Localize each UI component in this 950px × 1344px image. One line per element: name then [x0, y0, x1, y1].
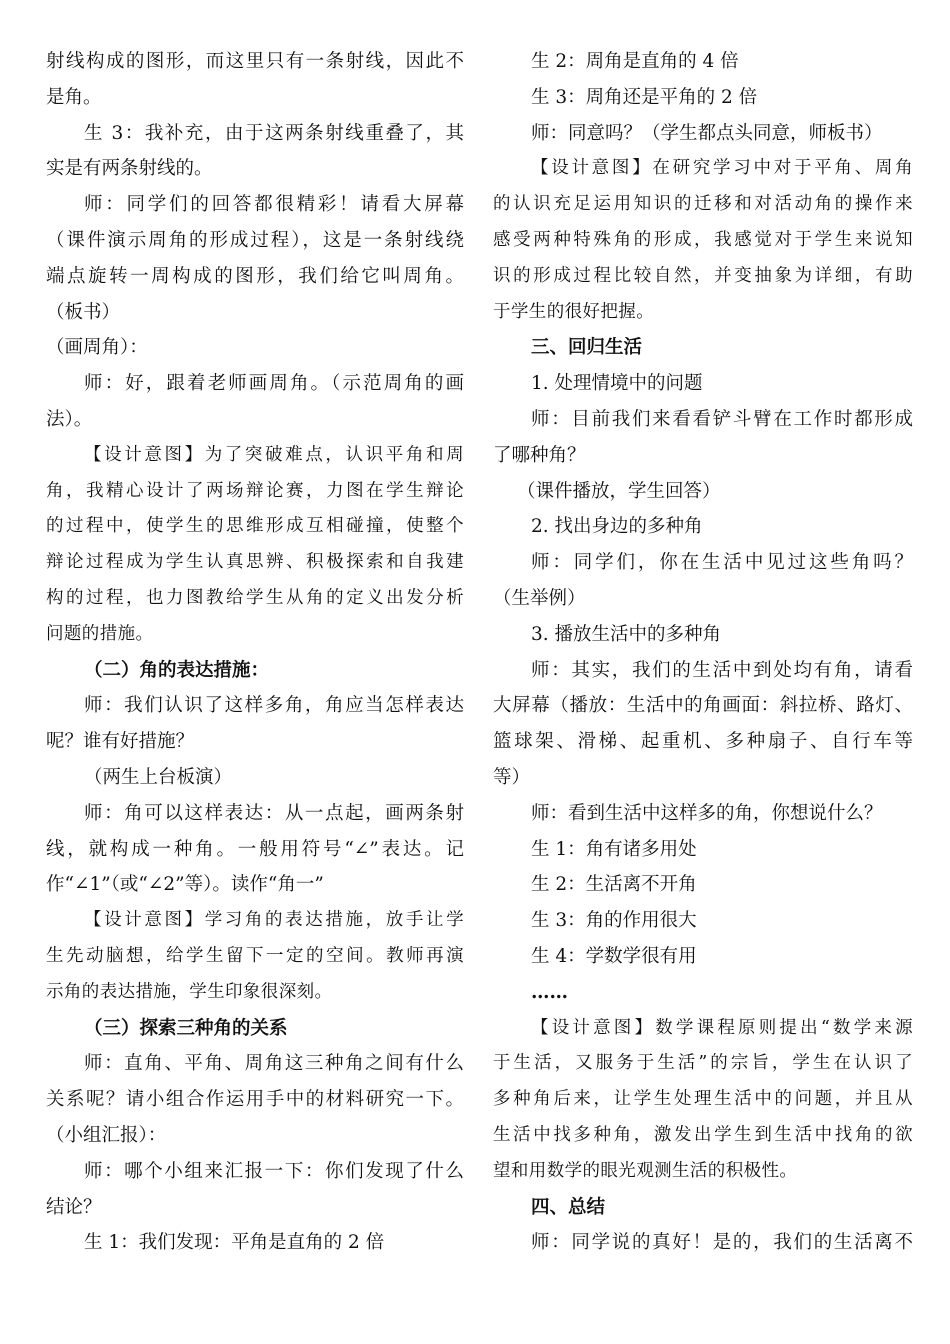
text-line: 等） — [493, 766, 531, 788]
text-line: 2. 找出身边的多种角 — [531, 516, 703, 538]
text-line: （两生上台板演） — [84, 766, 233, 788]
text-line: 望和用数学的眼光观测生活的积极性。 — [493, 1160, 798, 1181]
text-line: 生 2：生活离不开角 — [531, 874, 697, 896]
text-line: 关系呢？请小组合作运用手中的材料研究一下。 — [46, 1089, 464, 1111]
text-line: 3. 播放生活中的多种角 — [531, 623, 722, 645]
text-line: （小组汇报）： — [46, 1124, 167, 1146]
text-line: 角，我精心设计了两场辩论赛，力图在学生辩论 — [46, 480, 464, 501]
left-column — [46, 44, 464, 1261]
text-line: 师：同学说的真好！是的，我们的生活离不 — [531, 1232, 913, 1254]
text-line: 生先动脑想，给学生留下一定的空间。教师再演 — [46, 945, 464, 966]
text-line: 端点旋转一周构成的图形，我们给它叫周角。 — [46, 265, 464, 287]
text-line: 问题的措施。 — [46, 623, 154, 644]
text-line: 【设计意图】为了突破难点，认识平角和周 — [84, 444, 464, 465]
text-line: 呢？谁有好措施？ — [46, 731, 195, 753]
text-line: 实是有两条射线的。 — [46, 158, 213, 180]
text-line: 是角。 — [46, 86, 102, 108]
text-line: 生 4：学数学很有用 — [531, 945, 697, 967]
text-line: 构的过程，也力图教给学生从角的定义出发分析 — [46, 587, 464, 608]
text-line: 师：同学们，你在生活中见过这些角吗？ — [531, 552, 913, 574]
text-line: 师：我们认识了这样多角，角应当怎样表达 — [84, 695, 464, 717]
text-line: 师：同意吗？（学生都点头同意，师板书） — [531, 122, 883, 144]
text-line: 【设计意图】学习角的表达措施，放手让学 — [84, 910, 464, 931]
text-line: 识的形成过程比较自然，并变抽象为详细，有助 — [493, 265, 913, 286]
text-line: 四、总结 — [531, 1196, 606, 1218]
text-line: 法）。 — [46, 408, 93, 430]
text-line: 【设计意图】数学课程原则提出“数学来源 — [531, 1017, 913, 1038]
text-line: 于学生的很好把握。 — [493, 301, 655, 322]
text-line: 多种角后来，让学生处理生活中的问题，并且从 — [493, 1089, 913, 1110]
right-column — [493, 44, 913, 1261]
text-line: 师：目前我们来看看铲斗臂在工作时都形成 — [531, 408, 913, 430]
text-line: （课件演示周角的形成过程），这是一条射线绕 — [46, 229, 464, 251]
text-line: …… — [531, 981, 568, 1003]
text-line: （二）角的表达措施： — [84, 659, 270, 681]
text-line: 篮球架、滑梯、起重机、多种扇子、自行车等 — [493, 731, 913, 753]
text-line: （课件播放，学生回答） — [517, 480, 721, 502]
text-line: 大屏幕（播放：生活中的角画面：斜拉桥、路灯、 — [493, 695, 913, 717]
text-line: 师：直角、平角、周角这三种角之间有什么 — [84, 1053, 464, 1075]
text-line: 示角的表达措施，学生印象很深刻。 — [46, 981, 333, 1002]
text-line: 作“∠1”（或“∠2”等）。读作“角一” — [46, 874, 324, 896]
text-line: 师：其实，我们的生活中到处均有角，请看 — [531, 659, 913, 681]
text-line: 【设计意图】在研究学习中对于平角、周角 — [531, 158, 913, 179]
text-line: 了哪种角？ — [493, 444, 586, 466]
text-line: （画周角）： — [46, 337, 148, 359]
text-line: （板书） — [46, 301, 121, 323]
text-line: 师：角可以这样表达：从一点起，画两条射 — [84, 802, 464, 824]
text-line: 结论？ — [46, 1196, 102, 1218]
text-line: 师：哪个小组来汇报一下：你们发现了什么 — [84, 1160, 464, 1182]
text-line: （三）探索三种角的关系 — [84, 1017, 288, 1039]
text-line: 1. 处理情境中的问题 — [531, 373, 703, 395]
text-line: 生 3：周角还是平角的 2 倍 — [531, 86, 758, 108]
text-line: 辩论过程成为学生认真思辨、积极探索和自我建 — [46, 552, 464, 573]
text-line: 线，就构成一种角。一般用符号“∠”表达。记 — [46, 838, 464, 860]
text-line: 感受两种特殊角的形成，我感觉对于学生来说知 — [493, 229, 913, 250]
text-line: 师：看到生活中这样多的角，你想说什么？ — [531, 802, 883, 824]
text-line: 生 3：我补充，由于这两条射线重叠了，其 — [84, 122, 464, 144]
text-line: 生 1：角有诸多用处 — [531, 838, 697, 860]
text-line: 于生活，又服务于生活”的宗旨，学生在认识了 — [493, 1053, 913, 1074]
text-line: 师：好，跟着老师画周角。（示范周角的画 — [84, 373, 464, 395]
text-line: （生举例） — [493, 587, 586, 609]
text-line: 生 3：角的作用很大 — [531, 910, 697, 932]
text-line: 三、回归生活 — [531, 337, 643, 359]
text-line: 生 2：周角是直角的 4 倍 — [531, 51, 739, 72]
text-line: 生 1：我们发现：平角是直角的 2 倍 — [84, 1232, 385, 1254]
text-line: 射线构成的图形，而这里只有一条射线，因此不 — [46, 51, 464, 72]
text-line: 生活中找多种角，激发出学生到生活中找角的欲 — [493, 1124, 913, 1145]
text-line: 的过程中，使学生的思维形成互相碰撞，使整个 — [46, 516, 464, 537]
text-line: 师：同学们的回答都很精彩！请看大屏幕 — [84, 194, 464, 216]
text-line: 的认识充足运用知识的迁移和对活动角的操作来 — [493, 194, 913, 215]
